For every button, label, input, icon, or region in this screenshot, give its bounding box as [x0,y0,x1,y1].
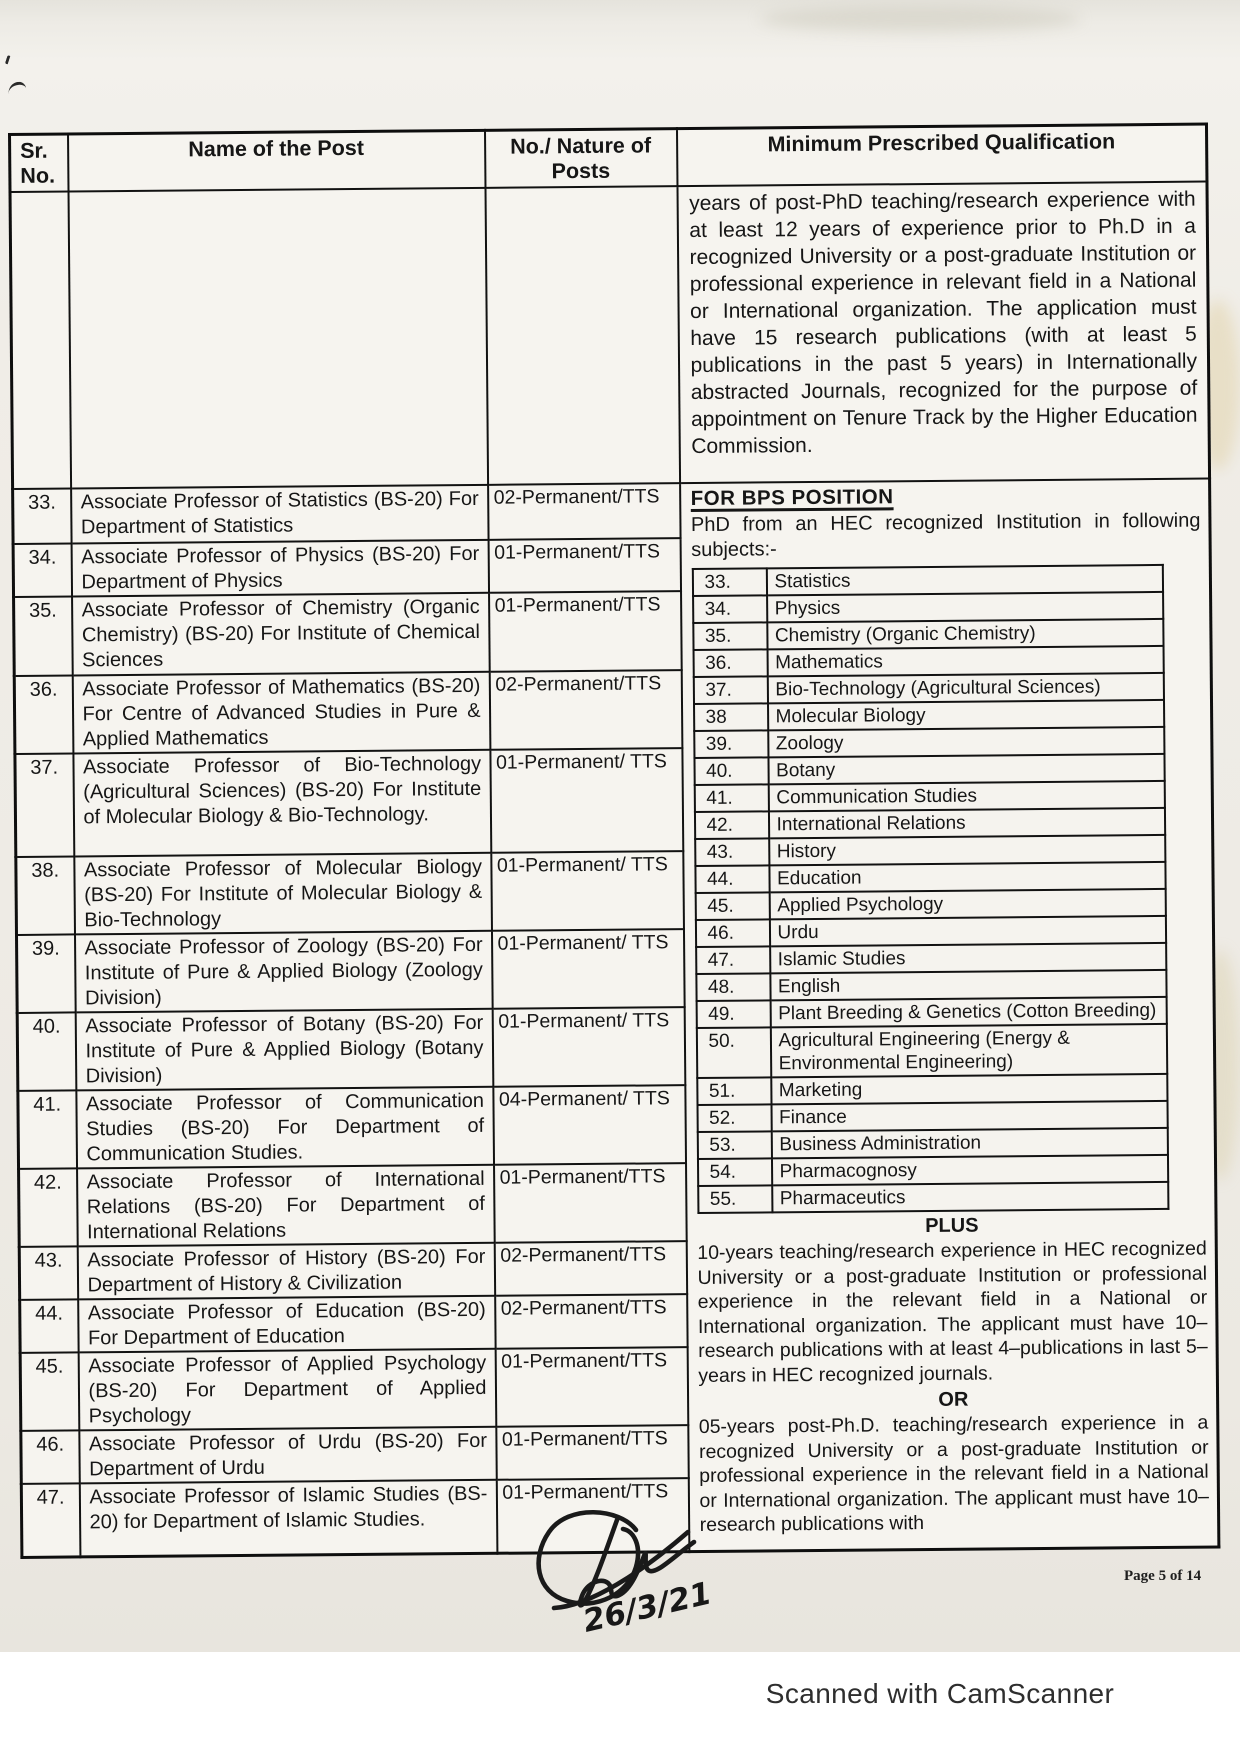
qualification-main-cell [680,479,1219,1552]
sr-cell: 43. [19,1246,77,1300]
or-label: OR [938,1388,969,1411]
subject-row [694,781,1164,812]
subject-row [696,997,1166,1028]
subject-no-cell: 33. [692,568,766,596]
sr-cell: 40. [17,1012,76,1091]
sr-cell: 44. [20,1299,78,1353]
bps-position-heading: FOR BPS POSITION [690,485,894,511]
subject-name-cell: Statistics [766,565,1162,595]
subject-no-cell: 38 [694,703,768,731]
subject-no-cell: 41. [694,784,768,812]
subject-name-cell: Agricultural Engineering (Energy & Environmental Engineering) [770,1024,1166,1077]
subject-no-cell: 45. [695,892,769,920]
sr-cell: 41. [18,1090,77,1169]
post-name-cell: Associate Professor of Chemistry (Organic Chemistry) (BS-20) For Institute of Chemical Sciences [72,593,490,676]
header-name-of-post: Name of the Post [68,130,485,191]
nature-cell: 02-Permanent/TTS [495,1294,687,1349]
subject-name-cell: Islamic Studies [770,943,1166,973]
subject-no-cell: 53. [697,1131,771,1159]
subject-row [697,1155,1167,1186]
post-name-cell: Associate Professor of Physics (BS-20) For Department of Physics [71,540,488,597]
subject-name-cell: Plant Breeding & Genetics (Cotton Breeding) [770,997,1166,1027]
subject-row [694,808,1164,839]
subject-no-cell: 49. [696,1000,770,1028]
post-name-cell: Associate Professor of Zoology (BS-20) For Institute of Pure & Applied Biology (Zoology Division) [74,931,492,1013]
subject-row [695,862,1165,893]
post-name-cell: Associate Professor of International Relations (BS-20) For Department of International Relations [77,1165,495,1247]
subject-no-cell: 46. [695,919,769,947]
subject-name-cell: Applied Psychology [769,889,1165,919]
subject-row [697,1074,1167,1105]
subject-row [695,916,1165,947]
nature-cell: 01-Permanent/ TTS [492,1007,685,1087]
subjects-table [691,564,1169,1214]
nature-cell-empty [485,186,680,485]
posts-tbody [10,182,1219,1557]
subject-row [696,943,1166,974]
nature-cell: 01-Permanent/TTS [489,591,682,672]
sr-cell: 47. [21,1483,80,1557]
scan-smudge [760,6,1080,32]
subject-row [694,727,1164,758]
subject-name-cell: Marketing [771,1074,1167,1104]
post-name-cell: Associate Professor of Botany (BS-20) For Institute of Pure & Applied Biology (Botany Division) [75,1009,493,1091]
posts-qualification-table [8,123,1220,1559]
sr-cell: 42. [19,1168,78,1247]
nature-cell: 02-Permanent/TTS [488,483,680,540]
nature-cell: 01-Permanent/TTS [488,538,680,593]
subject-name-cell: International Relations [768,808,1164,838]
table-row [13,479,1210,544]
bps-intro-text: PhD from an HEC recognized Institution in following subjects:- [690,509,1201,562]
table-header [10,124,1207,192]
sr-cell: 35. [14,596,73,676]
sr-cell: 36. [14,675,73,754]
subject-name-cell: Bio-Technology (Agricultural Sciences) [767,673,1163,703]
subject-name-cell: Botany [768,754,1164,784]
post-name-cell: Associate Professor of Applied Psychology (BS-20) For Department of Applied Psychology [78,1349,496,1431]
subject-name-cell: Physics [767,592,1163,622]
subject-row [693,646,1163,677]
sr-cell: 45. [20,1352,79,1431]
signature-date: 26/3/21 [579,1575,715,1640]
post-name-cell: Associate Professor of Education (BS-20) For Department of Education [78,1296,495,1353]
nature-cell: 01-Permanent/ TTS [491,851,684,931]
nature-cell: 02-Permanent/TTS [494,1241,686,1296]
subject-name-cell: Pharmaceutics [772,1182,1168,1212]
subject-row [696,970,1166,1001]
nature-cell: 01-Permanent/TTS [496,1425,688,1480]
nature-cell: 01-Permanent/TTS [494,1163,687,1243]
nature-cell: 04-Permanent/ TTS [493,1085,686,1165]
subject-no-cell: 37. [693,676,767,704]
subject-no-cell: 34. [693,595,767,623]
qualification-intro-row [10,182,1210,489]
post-name-cell: Associate Professor of History (BS-20) For Department of History & Civilization [77,1243,494,1300]
subject-no-cell: 40. [694,757,768,785]
subject-name-cell: History [769,835,1165,865]
nature-cell: 01-Permanent/TTS [496,1478,689,1553]
subject-row [693,592,1163,623]
subject-name-cell: Chemistry (Organic Chemistry) [767,619,1163,649]
subject-no-cell: 52. [697,1104,771,1132]
subject-row [694,754,1164,785]
qualification-intro-cell: years of post-PhD teaching/research experience with at least 12 years of experience prior to Ph.D in a recognized University or a post-graduate Institution or professional experience in relevant field in a National or International organization. The application must have 15 research publications (with at least 5 publications in the past 5 years) in Internationally abstracted Journals, recognized for the purpose of appointment on Tenure Track by the Higher Education Commission. [677,182,1210,484]
subject-name-cell: Pharmacognosy [771,1155,1167,1185]
post-name-cell: Associate Professor of Communication Studies (BS-20) For Department of Communication Studies. [76,1087,494,1169]
subject-row [693,619,1163,650]
subject-no-cell: 43. [695,838,769,866]
subject-no-cell: 35. [693,622,767,650]
nature-cell: 01-Permanent/ TTS [491,929,684,1009]
subject-name-cell: English [770,970,1166,1000]
subject-no-cell: 44. [695,865,769,893]
subject-no-cell: 51. [697,1077,771,1105]
sr-cell: 38. [16,856,75,935]
subject-row [693,673,1163,704]
sr-cell: 34. [13,543,71,597]
header-sr-no: Sr. No. [10,134,68,192]
sr-cell: 39. [16,934,75,1013]
subject-row [695,835,1165,866]
subject-row [695,889,1165,920]
subject-no-cell: 55. [698,1185,772,1213]
subject-no-cell: 50. [696,1027,770,1078]
sr-cell: 46. [21,1430,79,1484]
subject-row [698,1182,1168,1213]
post-name-cell: Associate Professor of Mathematics (BS-20) For Centre of Advanced Studies in Pure & Applied Mathematics [72,672,490,754]
sr-cell-empty [10,191,71,488]
plus-paragraph: 10-years teaching/research experience in HEC recognized University or a post-graduate Institution or professional experience in the relevant field in a National or International organization. The applicant must have 10–research publications with at least 4–publications in last 5–years in HEC recognized journals. [697,1237,1208,1387]
subject-row [697,1101,1167,1132]
or-paragraph: 05-years post-Ph.D. teaching/research experience in a recognized University or a post-graduate Institution or professional experience in the relevant field in a National or International organization. The applicant must have 10–research publications with [698,1411,1210,1537]
post-name-cell: Associate Professor of Bio-Technology (Agricultural Sciences) (BS-20) For Institute of Molecular Biology & Bio-Technology. [73,750,491,857]
handwritten-signature [520,1500,730,1645]
nature-cell: 01-Permanent/TTS [495,1347,688,1427]
post-name-cell: Associate Professor of Statistics (BS-20) For Department of Statistics [71,485,488,544]
subject-no-cell: 36. [693,649,767,677]
header-qualification: Minimum Prescribed Qualification [676,124,1206,186]
subject-name-cell: Finance [771,1101,1167,1131]
plus-label: PLUS [925,1214,979,1238]
subject-row [696,1024,1166,1078]
subject-no-cell: 42. [694,811,768,839]
subject-name-cell: Business Administration [771,1128,1167,1158]
post-name-cell: Associate Professor of Urdu (BS-20) For Department of Urdu [79,1427,496,1484]
camscanner-watermark: Scanned with CamScanner [765,1678,1115,1709]
sr-cell: 37. [15,753,74,857]
subject-no-cell: 54. [697,1158,771,1186]
header-nature-of-posts: No./ Nature of Posts [484,129,676,188]
subject-name-cell: Education [769,862,1165,892]
nature-cell: 01-Permanent/ TTS [490,748,683,853]
subjects-tbody [692,565,1168,1213]
subject-name-cell: Molecular Biology [768,700,1164,730]
subject-name-cell: Communication Studies [768,781,1164,811]
post-name-cell: Associate Professor of Islamic Studies (BS-20) for Department of Islamic Studies. [79,1480,497,1557]
header-row [10,124,1207,192]
subject-row [692,565,1162,596]
post-name-cell: Associate Professor of Molecular Biology (BS-20) For Institute of Molecular Biology & Bio-Technology [74,853,492,935]
subject-name-cell: Mathematics [767,646,1163,676]
subject-no-cell: 39. [694,730,768,758]
page-number-label: Page 5 of 14 [1124,1568,1202,1584]
subject-name-cell: Urdu [769,916,1165,946]
subject-row [697,1128,1167,1159]
subject-name-cell: Zoology [768,727,1164,757]
subject-row [694,700,1164,731]
nature-cell: 02-Permanent/TTS [489,670,682,750]
subject-no-cell: 48. [696,973,770,1001]
sr-cell: 33. [13,488,71,544]
subject-no-cell: 47. [696,946,770,974]
post-name-cell-empty [68,188,488,489]
